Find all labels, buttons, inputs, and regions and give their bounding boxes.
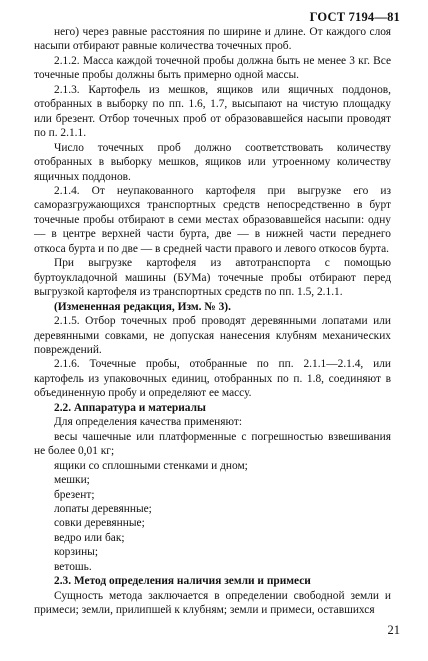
paragraph-intro: Для определения качества применяют:	[54, 416, 242, 429]
list-item: весы чашечные или платформенные с погрешностью взвешивания не более 0,01 кг;	[34, 430, 391, 458]
amendment-text: (Измененная редакция, Изм. № 3).	[54, 300, 231, 313]
section-2-2-heading	[34, 401, 391, 415]
section-2-3-heading	[34, 574, 391, 588]
paragraph-2-1-4: 2.1.4. От неупакованного картофеля при выгрузке его из саморазгружающихся транспортных средств непосредственно в бурт точечные пробы отбирают в семи местах образовавшейся насыпи: одну — в центре верхней части бурта, две — в нижней части переднего откоса бурта и по две — в средней части правого и левого откосов бурта.	[34, 184, 391, 255]
paragraph-continuation: него) через равные расстояния по ширине и длине. От каждого слоя насыпи отбирают равные количества точечных проб.	[34, 26, 391, 53]
paragraph-2-1-6: 2.1.6. Точечные пробы, отобранные по пп. 2.1.1—2.1.4, или картофель из упаковочных единиц, отобранных по п. 1.8, соединяют в объединенную пробу и определяют ее массу.	[34, 358, 391, 400]
amendment-note	[34, 300, 391, 314]
paragraph-count: Число точечных проб должно соответствовать количеству отобранных в выборку мешков, ящиков или утроенному количеству ящичных поддонов.	[34, 141, 391, 183]
list-item: совки деревянные;	[54, 517, 145, 530]
list-item: ветошь.	[54, 560, 92, 573]
paragraph-2-1-2: 2.1.2. Масса каждой точечной пробы должна быть не менее 3 кг. Все точечные пробы должны быть примерно одной массы.	[34, 54, 391, 82]
list-item: ведро или бак;	[54, 531, 125, 544]
document-header: ГОСТ 7194—81	[309, 10, 400, 24]
page-number: 21	[387, 623, 400, 637]
list-item: лопаты деревянные;	[54, 502, 152, 515]
list-item: ящики со сплошными стенками и дном;	[54, 459, 248, 472]
section-2-3-title: 2.3. Метод определения наличия земли и примеси	[54, 575, 311, 588]
document-body	[34, 25, 391, 618]
paragraph-method: Сущность метода заключается в определении свободной земли и примеси; земли, прилипшей к клубням; земли и примеси, оставшихся	[34, 589, 391, 617]
paragraph-2-1-5: 2.1.5. Отбор точечных проб проводят деревянными лопатами или деревянными совками, не допуская нанесения клубням механических повреждений.	[34, 315, 391, 356]
list-item: брезент;	[54, 488, 95, 501]
paragraph-bum: При выгрузке картофеля из автотранспорта с помощью буртоукладочной машины (БУМа) точечные пробы отбирают перед выгрузкой картофеля из транспортных средств по пп. 1.5, 2.1.1.	[34, 257, 391, 299]
list-item: мешки;	[54, 474, 90, 487]
paragraph-2-1-3: 2.1.3. Картофель из мешков, ящиков или ящичных поддонов, отобранных в выборку по пп. 1.6, 1.7, высыпают на чистую площадку или брезент. Отбор точечных проб от образовавшейся насыпи проводят по п. 2.1.1.	[34, 83, 391, 140]
list-item: корзины;	[54, 546, 98, 559]
section-2-2-title: 2.2. Аппаратура и материалы	[54, 401, 206, 414]
